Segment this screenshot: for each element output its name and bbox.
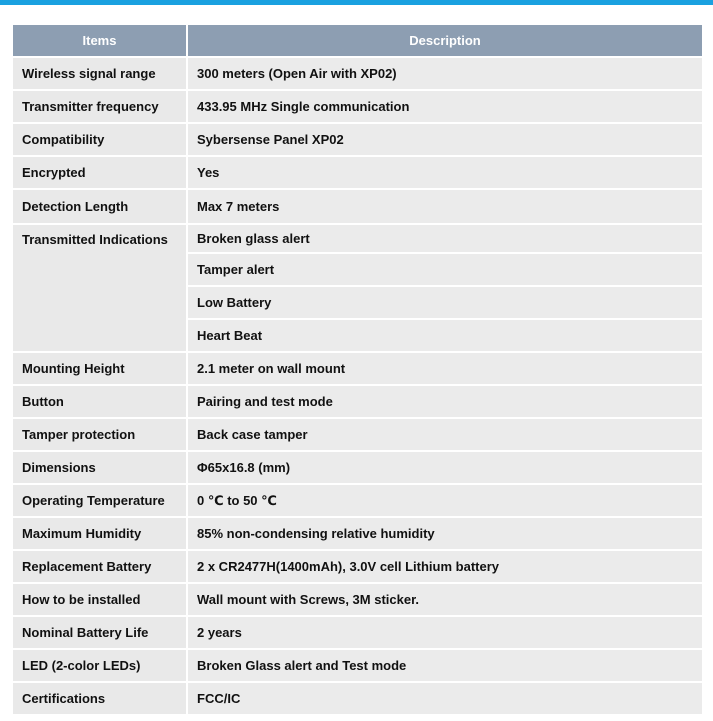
item-cell: LED (2-color LEDs) — [13, 649, 187, 682]
item-cell: Replacement Battery — [13, 550, 187, 583]
description-cell: Heart Beat — [187, 319, 702, 352]
table-row — [13, 550, 702, 583]
table-row — [13, 682, 702, 715]
header-items: Items — [13, 25, 187, 57]
item-cell: Transmitter frequency — [13, 90, 187, 123]
table-row — [13, 649, 702, 682]
table-row — [13, 156, 702, 189]
table-header-row — [13, 25, 702, 57]
table-row — [13, 517, 702, 550]
description-cell: 433.95 MHz Single communication — [187, 90, 702, 123]
table-row — [13, 224, 702, 253]
description-cell: Sybersense Panel XP02 — [187, 123, 702, 156]
item-cell: Transmitted Indications — [13, 224, 187, 352]
description-cell: Back case tamper — [187, 418, 702, 451]
description-cell: 2 x CR2477H(1400mAh), 3.0V cell Lithium battery — [187, 550, 702, 583]
table-row — [13, 385, 702, 418]
table-row — [13, 616, 702, 649]
table-row — [13, 57, 702, 90]
specifications-table — [13, 25, 702, 716]
description-cell: Wall mount with Screws, 3M sticker. — [187, 583, 702, 616]
item-cell: Button — [13, 385, 187, 418]
item-cell: Certifications — [13, 682, 187, 715]
table-row — [13, 418, 702, 451]
item-cell: How to be installed — [13, 583, 187, 616]
item-cell: Maximum Humidity — [13, 517, 187, 550]
item-cell: Wireless signal range — [13, 57, 187, 90]
description-cell: Broken Glass alert and Test mode — [187, 649, 702, 682]
table-row — [13, 583, 702, 616]
item-cell: Compatibility — [13, 123, 187, 156]
top-accent-bar — [0, 0, 713, 5]
description-cell: Yes — [187, 156, 702, 189]
description-cell: Tamper alert — [187, 253, 702, 286]
description-cell: 0 ℃ to 50 ℃ — [187, 484, 702, 517]
item-cell: Tamper protection — [13, 418, 187, 451]
description-cell: 2.1 meter on wall mount — [187, 352, 702, 385]
table-row — [13, 189, 702, 224]
header-description: Description — [187, 25, 702, 57]
description-cell: 300 meters (Open Air with XP02) — [187, 57, 702, 90]
item-cell: Detection Length — [13, 189, 187, 224]
description-cell: 2 years — [187, 616, 702, 649]
item-cell: Mounting Height — [13, 352, 187, 385]
table-row — [13, 90, 702, 123]
table-row — [13, 352, 702, 385]
description-cell: Max 7 meters — [187, 189, 702, 224]
description-cell: Φ65x16.8 (mm) — [187, 451, 702, 484]
description-cell: Low Battery — [187, 286, 702, 319]
table-row — [13, 123, 702, 156]
table-row — [13, 484, 702, 517]
item-cell: Operating Temperature — [13, 484, 187, 517]
description-cell: FCC/IC — [187, 682, 702, 715]
table-row — [13, 451, 702, 484]
description-cell: Pairing and test mode — [187, 385, 702, 418]
description-cell: 85% non-condensing relative humidity — [187, 517, 702, 550]
item-cell: Nominal Battery Life — [13, 616, 187, 649]
item-cell: Dimensions — [13, 451, 187, 484]
description-cell: Broken glass alert — [187, 224, 702, 253]
item-cell: Encrypted — [13, 156, 187, 189]
